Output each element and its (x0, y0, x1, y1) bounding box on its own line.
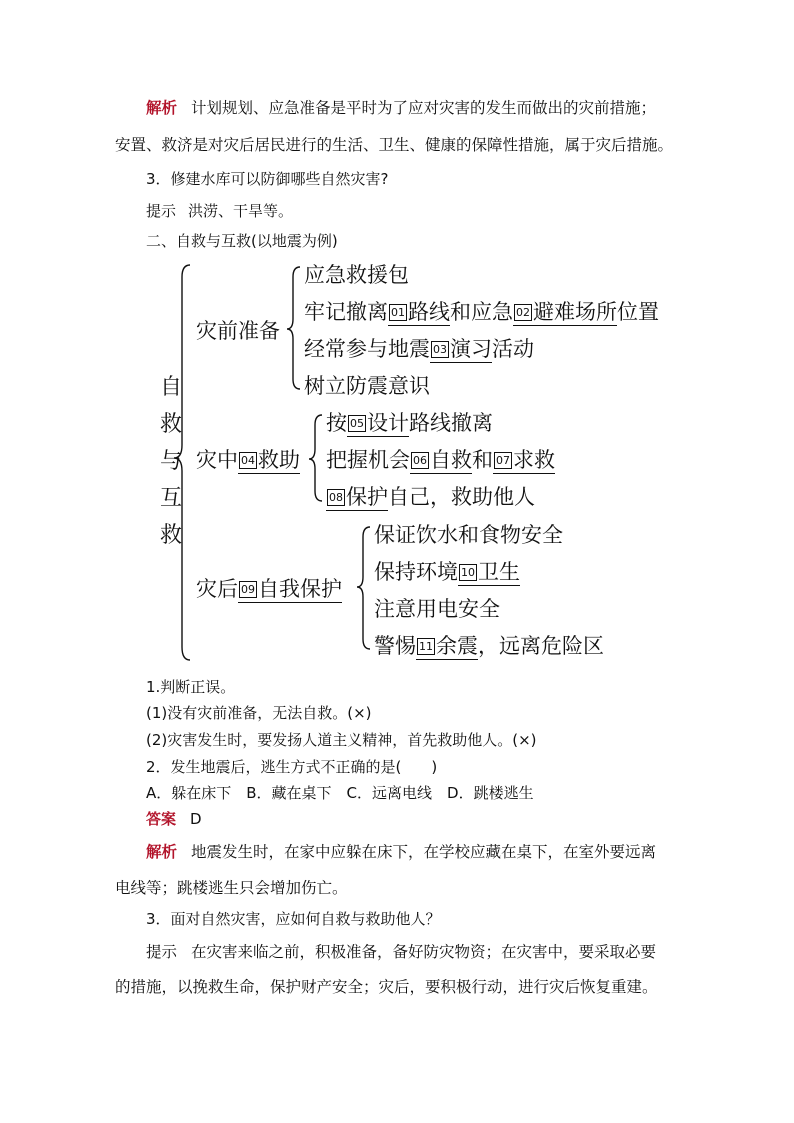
jiexi-label-2: 解析 (146, 843, 178, 861)
question-3-reservoir: 3．修建水库可以防御哪些自然灾害? (146, 170, 389, 188)
branch-during-disaster-title: 灾中 04 救助 (196, 448, 300, 472)
self-rescue-diagram (150, 255, 710, 665)
root-char-1: 自 (160, 375, 183, 400)
hint-3-line2: 的措施，以挽救生命，保护财产安全；灾后，要积极行动，进行灾后恢复重建。 (115, 978, 658, 996)
explanation-2-line1: 解析 地震发生时，在家中应躲在床下，在学校应藏在桌下，在室外要远离 (146, 843, 657, 861)
top-explanation-line1: 解析 计划规划、应急准备是平时为了应对灾害的发生而做出的灾前措施； (146, 99, 657, 117)
hint-label-3: 提示 (146, 943, 178, 961)
post-item-4: 警惕 11 余震，远离危险区 (374, 634, 604, 658)
answer-line (146, 808, 202, 829)
root-char-4: 互 (160, 486, 183, 511)
root-char-3: 与 (160, 449, 183, 474)
hint-1: 提示 洪涝、干旱等。 (146, 202, 294, 220)
jiexi-label: 解析 (146, 99, 178, 117)
question-3-self-rescue: 3．面对自然灾害，应如何自救与救助他人？ (146, 910, 441, 928)
answer-value: D (190, 810, 202, 828)
root-char-5: 救 (160, 523, 183, 548)
judge-item-1: (1)没有灾前准备，无法自救。(×) (146, 704, 372, 722)
during-item-2: 把握机会 06 自救和 07 求救 (326, 448, 555, 472)
question-2: 2．发生地震后，逃生方式不正确的是( ) (146, 758, 438, 776)
pre-item-3: 经常参与地震 03 演习活动 (304, 337, 534, 361)
post-item-3: 注意用电安全 (374, 597, 500, 621)
top-explanation-line2: 安置、救济是对灾后居民进行的生活、卫生、健康的保障性措施，属于灾后措施。 (115, 136, 674, 154)
question-2-options: A．躲在床下 B．藏在桌下 C．远离电线 D．跳楼逃生 (146, 784, 534, 802)
during-item-1: 按 05 设计路线撤离 (326, 411, 493, 435)
pre-item-2: 牢记撤离 01 路线和应急 02 避难场所位置 (304, 300, 659, 324)
judge-item-2: (2)灾害发生时，要发扬人道主义精神，首先救助他人。(×) (146, 731, 537, 749)
hint-3-line1: 提示 在灾害来临之前，积极准备，备好防灾物资；在灾害中，要采取必要 (146, 943, 657, 961)
post-item-2: 保持环境 10 卫生 (374, 560, 520, 584)
root-char-2: 救 (160, 412, 183, 437)
hint-label: 提示 (146, 202, 177, 220)
judge-heading: 1.判断正误。 (146, 678, 236, 696)
answer-label: 答案 (146, 810, 177, 828)
explanation-2-line2: 电线等；跳楼逃生只会增加伤亡。 (115, 879, 348, 897)
pre-item-4: 树立防震意识 (304, 374, 430, 398)
pre-item-1: 应急救援包 (304, 263, 409, 287)
section-heading-2: 二、自救与互救(以地震为例) (146, 232, 338, 250)
branch-pre-disaster-title: 灾前准备 (196, 319, 280, 343)
post-item-1: 保证饮水和食物安全 (374, 523, 563, 547)
during-item-3: 08 保护自己，救助他人 (326, 481, 535, 511)
branch-post-disaster-title: 灾后 09 自我保护 (196, 577, 342, 601)
